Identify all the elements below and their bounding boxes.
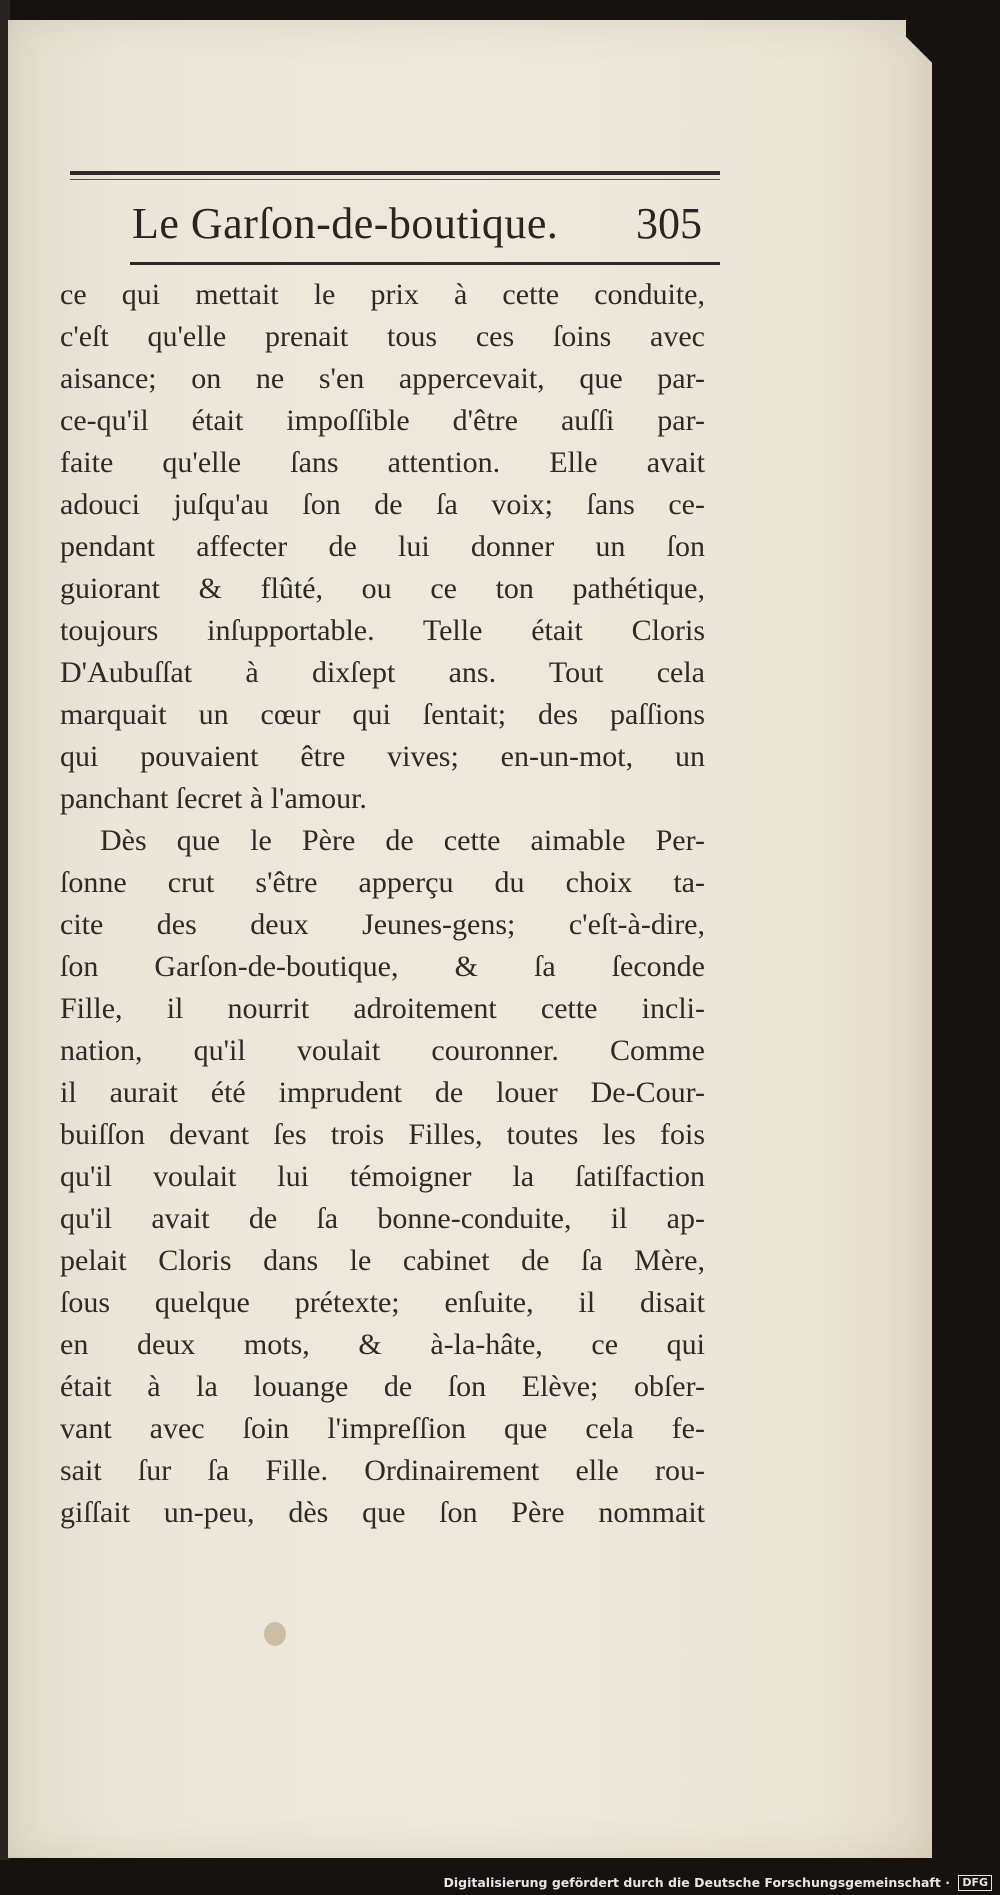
text-line: toujours inſupportable. Telle était Cloris [60,614,705,647]
text-line: était à la louange de ſon Elève; obſer- [60,1370,705,1403]
text-line: Dès que le Père de cette aimable Per- [100,824,705,857]
text-line: buiſſon devant ſes trois Filles, toutes les fois [60,1118,705,1151]
text-line: aisance; on ne s'en appercevait, que par- [60,362,705,395]
text-line: vant avec ſoin l'impreſſion que cela fe- [60,1412,705,1445]
page-number: 305 [636,199,702,248]
text-line: ce qui mettait le prix à cette conduite, [60,278,705,311]
text-line: marquait un cœur qui ſentait; des paſſions [60,698,705,731]
text-line: Fille, il nourrit adroitement cette incli- [60,992,705,1025]
text-line: nation, qu'il voulait couronner. Comme [60,1034,705,1067]
text-line: adouci juſqu'au ſon de ſa voix; ſans ce- [60,488,705,521]
text-line: giſſait un-peu, dès que ſon Père nommait [60,1496,705,1529]
text-line: il aurait été imprudent de louer De-Cour- [60,1076,705,1109]
text-line: cite des deux Jeunes-gens; c'eſt-à-dire, [60,908,705,941]
text-line: c'eſt qu'elle prenait tous ces ſoins avec [60,320,705,353]
text-line: pelait Cloris dans le cabinet de ſa Mère, [60,1244,705,1277]
text-line: qu'il avait de ſa bonne-conduite, il ap- [60,1202,705,1235]
text-line: ce-qu'il était impoſſible d'être auſſi par- [60,404,705,437]
text-line: qui pouvaient être vives; en-un-mot, un [60,740,705,773]
header-rule-thin [70,179,720,180]
header-rule-bottom [130,262,720,265]
text-line: ſonne crut s'être apperçu du choix ta- [60,866,705,899]
text-line: qu'il voulait lui témoigner la ſatiſfaction [60,1160,705,1193]
text-line: panchant ſecret à l'amour. [60,782,367,815]
header-rule-thick [70,171,720,175]
text-line: D'Aubuſſat à dixſept ans. Tout cela [60,656,705,689]
text-line: sait ſur ſa Fille. Ordinairement elle rou- [60,1454,705,1487]
text-line: faite qu'elle ſans attention. Elle avait [60,446,705,479]
text-line: pendant affecter de lui donner un ſon [60,530,705,563]
text-line: ſon Garſon-de-boutique, & ſa ſeconde [60,950,705,983]
book-page [8,20,932,1858]
dfg-logo: DFG [958,1875,992,1891]
running-title: Le Garſon-de-boutique. [132,199,559,248]
paper-stain [264,1622,286,1646]
text-line: guiorant & flûté, ou ce ton pathétique, [60,572,705,605]
credit-text: Digitalisierung gefördert durch die Deutsche Forschungsgemeinschaft · [443,1874,950,1890]
text-line: ſous quelque prétexte; enſuite, il disait [60,1286,705,1319]
text-line: en deux mots, & à-la-hâte, ce qui [60,1328,705,1361]
digitization-credit [444,1875,993,1892]
